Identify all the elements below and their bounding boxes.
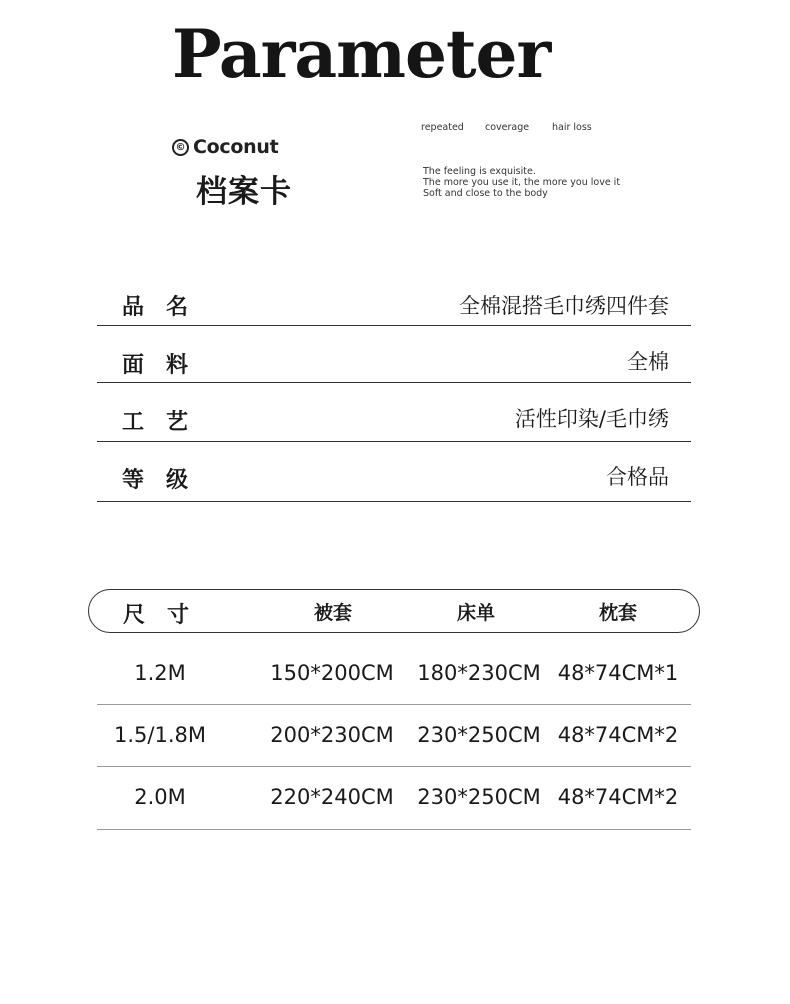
info-value: 全棉 (627, 350, 669, 374)
header-size: 尺寸 (123, 603, 212, 628)
page-subtitle: 档案卡 (196, 174, 292, 210)
table-cell: 220*240CM (270, 785, 394, 809)
info-label: 品名 (122, 295, 211, 320)
page-title: Parameter (172, 15, 551, 93)
info-row-craft (97, 383, 691, 442)
table-cell: 150*200CM (270, 661, 394, 685)
tag-hair-loss: hair loss (552, 122, 592, 133)
info-label: 工艺 (122, 410, 211, 435)
size-table-header (88, 589, 700, 633)
table-cell: 48*74CM*1 (557, 661, 679, 685)
info-row-grade (97, 442, 691, 502)
slogan-line: Soft and close to the body (423, 188, 548, 199)
info-label: 等级 (122, 468, 211, 493)
table-cell: 48*74CM*2 (557, 723, 679, 747)
table-cell: 230*250CM (417, 785, 541, 809)
copyright-icon: © (172, 139, 189, 156)
info-row-fabric (97, 326, 691, 383)
size-table (97, 643, 691, 830)
header-duvet-cover: 被套 (314, 602, 353, 624)
table-cell: 48*74CM*2 (557, 785, 679, 809)
table-cell: 2.0M (134, 785, 186, 809)
tag-repeated: repeated (421, 122, 464, 133)
slogans (423, 166, 620, 199)
header-pillowcase: 枕套 (599, 602, 638, 624)
info-table (97, 270, 691, 502)
table-row (97, 705, 691, 767)
table-cell: 230*250CM (417, 723, 541, 747)
info-value: 活性印染/毛巾绣 (514, 407, 669, 431)
info-row-name (97, 270, 691, 326)
info-value: 合格品 (606, 465, 669, 489)
table-cell: 200*230CM (270, 723, 394, 747)
info-label: 面料 (122, 353, 211, 378)
slogan-line: The feeling is exquisite. (423, 166, 536, 177)
table-cell: 1.2M (134, 661, 186, 685)
brand (172, 136, 278, 158)
table-row (97, 767, 691, 830)
tag-coverage: coverage (485, 122, 530, 133)
table-cell: 180*230CM (417, 661, 541, 685)
brand-name: Coconut (193, 136, 279, 158)
slogan-line: The more you use it, the more you love it (423, 177, 621, 188)
info-value: 全棉混搭毛巾绣四件套 (459, 294, 669, 318)
table-cell: 1.5/1.8M (114, 723, 206, 747)
header-bed-sheet: 床单 (457, 602, 496, 624)
table-row (97, 643, 691, 705)
